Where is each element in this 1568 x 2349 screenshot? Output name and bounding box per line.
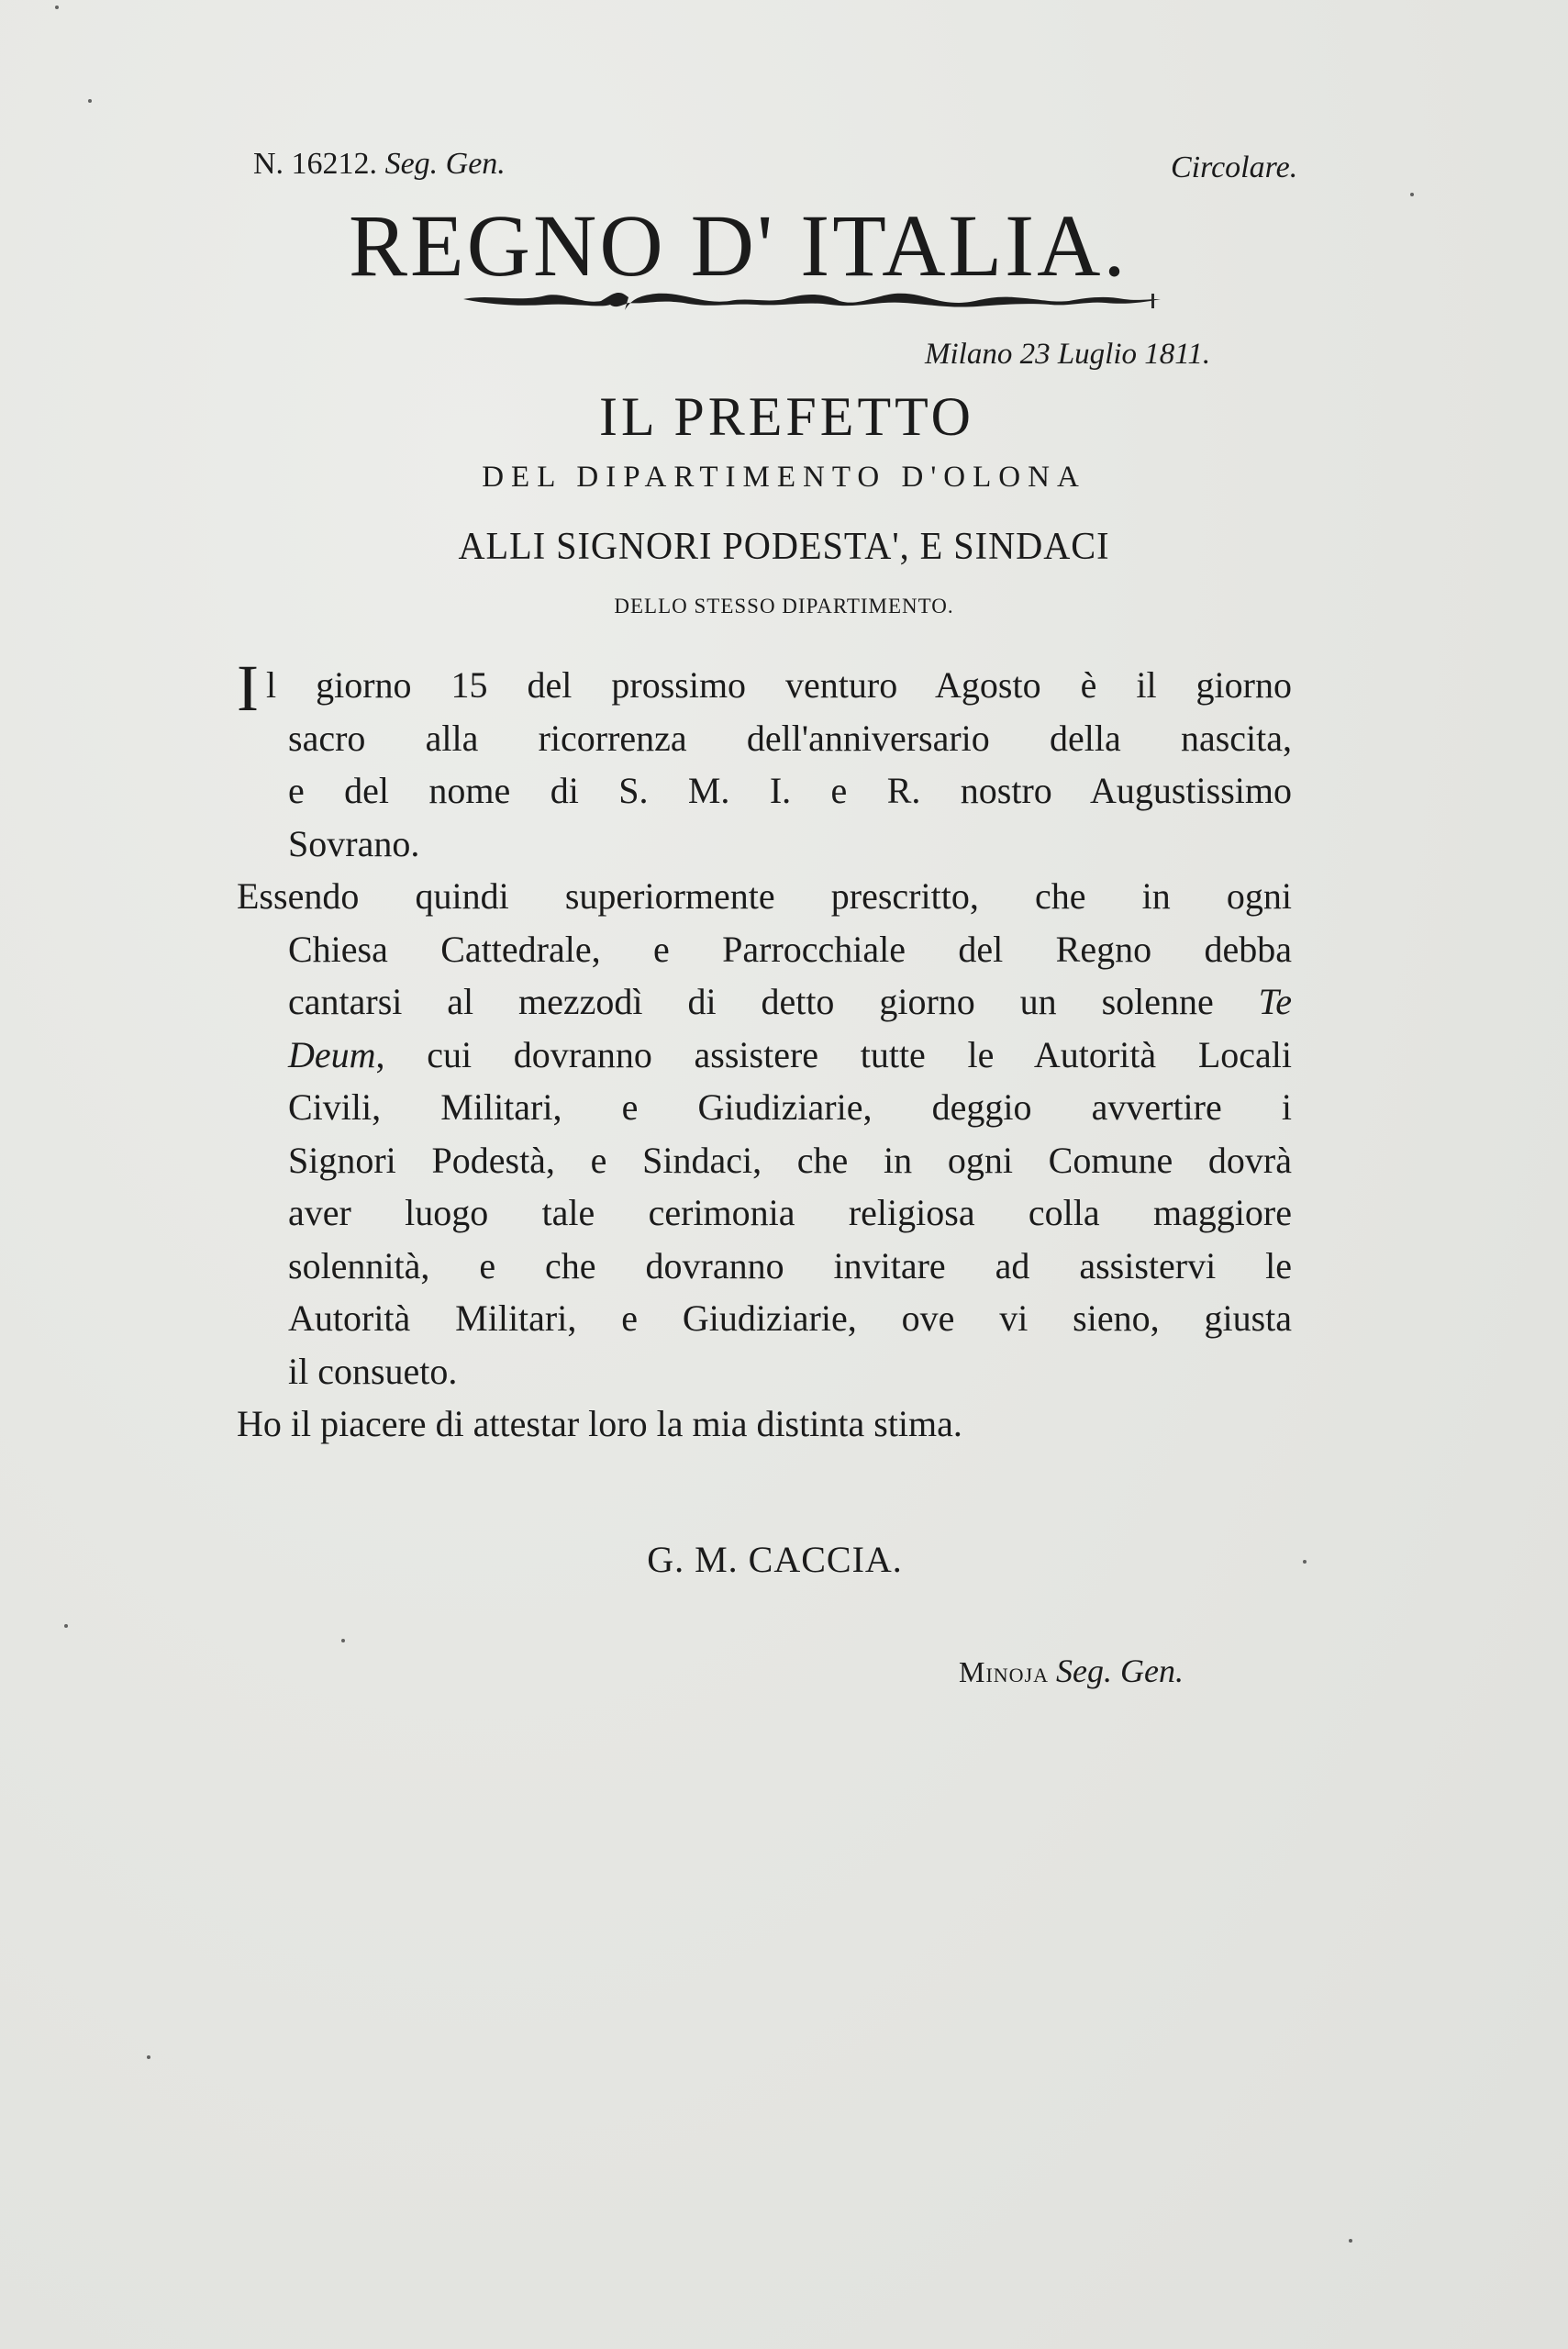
paragraph-line: Signori Podestà, e Sindaci, che in ogni Comune dovrà — [288, 1139, 1292, 1181]
paragraph-announcement — [237, 651, 1292, 870]
paragraph-line: il consueto. — [288, 1350, 458, 1392]
secretary-name: Minoja — [959, 1655, 1050, 1688]
circular-body — [237, 651, 1292, 1451]
paragraph-line — [237, 651, 1292, 725]
kingdom-title: REGNO D' ITALIA. — [349, 196, 1129, 295]
paper-speck — [55, 6, 59, 9]
paper-speck — [1303, 1560, 1307, 1564]
reference-number-prefix: N. 16212. — [253, 147, 378, 181]
decorative-rule-ornament-icon — [463, 283, 1161, 319]
paragraph-closing — [237, 1397, 1292, 1451]
paper-speck — [1410, 193, 1414, 196]
paragraph-line: sacro alla ricorrenza dell'anniversario della nascita, — [288, 717, 1292, 759]
secretary-signature — [959, 1652, 1184, 1690]
closing-line: Ho il piacere di attestar loro la mia distinta stima. — [237, 1403, 962, 1444]
paragraph-line-text: , cui dovranno assistere tutte le Autorità Locali — [375, 1033, 1292, 1075]
circular-label: Circolare. — [1171, 150, 1298, 184]
paragraph-instructions — [237, 870, 1292, 1397]
paper-speck — [341, 1639, 345, 1642]
recipients-scope: DELLO STESSO DIPARTIMENTO. — [614, 595, 954, 618]
paragraph-line: Chiesa Cattedrale, e Parrocchiale del Regno debba — [288, 928, 1292, 970]
issuer-department: DEL DIPARTIMENTO D'OLONA — [482, 461, 1086, 494]
issuer-title: IL PREFETTO — [598, 386, 974, 447]
paragraph-line: aver luogo tale cerimonia religiosa colla maggiore — [288, 1192, 1292, 1233]
paragraph-line: Autorità Militari, e Giudiziarie, ove vi sieno, giusta — [288, 1297, 1292, 1339]
recipients-heading: ALLI SIGNORI PODESTA', E SINDACI — [458, 526, 1110, 568]
paragraph-line: Civili, Militari, e Giudiziarie, deggio avvertire i — [288, 1086, 1292, 1128]
paragraph-line: Sovrano. — [288, 822, 420, 864]
reference-number — [253, 147, 506, 182]
prefect-signature: G. M. CACCIA. — [647, 1539, 903, 1580]
paper-speck — [147, 2055, 150, 2059]
paragraph-line: e del nome di S. M. I. e R. nostro Augustissimo — [288, 770, 1292, 811]
secretary-title: Seg. Gen. — [1056, 1653, 1184, 1689]
paragraph-line-text: cantarsi al mezzodì di detto giorno un solenne — [288, 981, 1214, 1022]
te-deum-italic: Te — [1258, 981, 1292, 1022]
paragraph-line: solennità, e che dovranno invitare ad assistervi le — [288, 1244, 1292, 1286]
reference-number-suffix: Seg. Gen. — [384, 147, 506, 181]
paper-speck — [64, 1624, 68, 1628]
paragraph-line — [237, 975, 1292, 1029]
paragraph-line — [237, 1029, 1292, 1082]
paper-speck — [88, 99, 92, 103]
te-deum-italic: Deum — [288, 1033, 376, 1075]
paper-speck — [1349, 2239, 1352, 2243]
paragraph-line: Essendo quindi superiormente prescritto, che in ogni — [237, 875, 1292, 917]
drop-cap: I — [237, 651, 259, 725]
place-date: Milano 23 Luglio 1811. — [925, 338, 1211, 371]
paragraph-line-text: l giorno 15 del prossimo venturo Agosto è il giorno — [265, 664, 1292, 706]
